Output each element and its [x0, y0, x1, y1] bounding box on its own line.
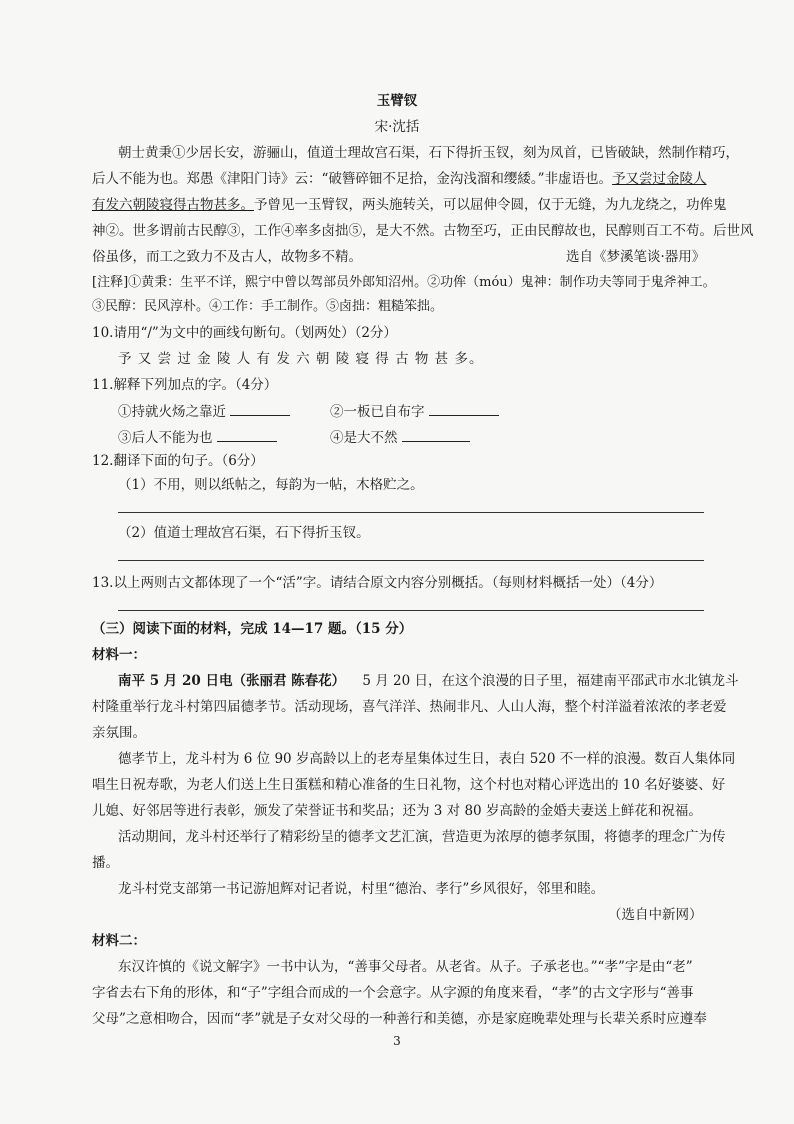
answer-line[interactable] [118, 560, 704, 561]
question-11-item: ④是大不然 [330, 428, 470, 447]
poem-notes: [注释]①黄秉：生平不详，熙宁中曾以驾部员外郎知沼州。②功侔（móu）鬼神：制作功夫等同于鬼斧神工。 [92, 275, 716, 290]
news-dateline: 南平 5 月 20 日电（张丽君 陈春花） [118, 673, 346, 689]
section-heading: （三）阅读下面的材料，完成 14—17 题。（15 分） [92, 621, 413, 637]
poem-line: 神②。世多谓前古民醇③，工作④率多卤拙⑤，是大不然。古物至巧，正由民醇故也，民醇则百工不苟。后世风 [92, 223, 754, 239]
material-line: 村隆重举行龙斗村第四届德孝节。活动现场，喜气洋洋、热闹非凡、人山人海，整个村洋溢着浓浓的孝老爱 [92, 699, 727, 715]
answer-line[interactable] [118, 610, 704, 611]
question-10: 10.请用“/”为文中的画线句断句。（划两处）（2分） [92, 325, 397, 341]
material-line: 儿媳、好邻居等进行表彰，颁发了荣誉证书和奖品；还为 3 对 80 岁高龄的金婚夫妻送上鲜花和祝福。 [92, 803, 702, 819]
material-source: （选自中新网） [608, 907, 703, 923]
material-line: 播。 [92, 855, 119, 871]
answer-blank[interactable] [402, 428, 470, 442]
material-line: 东汉许慎的《说文解字》一书中认为，“善事父母者。从老省。从子。子承老也。”“孝”字是由“老” [118, 959, 693, 975]
question-10-text: 予 又 尝 过 金 陵 人 有 发 六 朝 陵 寝 得 古 物 甚 多。 [118, 351, 484, 367]
material-line: 德孝节上，龙斗村为 6 位 90 岁高龄以上的老寿星集体过生日，表白 520 不一样的浪漫。数百人集体同 [118, 751, 736, 767]
question-12-item: （1）不用，则以纸帖之，每韵为一帖，木格贮之。 [118, 477, 424, 493]
question-12: 12.翻译下面的句子。（6分） [92, 453, 264, 469]
material-line: 父母”之意相吻合，因而“孝”就是子女对父母的一种善行和美德，亦是家庭晚辈处理与长辈关系时应遵奉 [92, 1011, 707, 1027]
poem-line: 俗虽侈，而工之致力不及古人，故物多不精。 [92, 249, 362, 265]
poem-author: 宋·沈括 [374, 119, 420, 135]
answer-blank[interactable] [429, 402, 499, 416]
question-11-item: ②一板已自布字 [330, 402, 499, 421]
poem-source: 选自《梦溪笔谈·器用》 [566, 249, 706, 265]
underlined-sentence: 予又尝过金陵人 [612, 171, 707, 187]
poem-title: 玉臂钗 [376, 93, 418, 109]
question-13: 13.以上两则古文都体现了一个“活”字。请结合原文内容分别概括。（每则材料概括一处）（4分） [92, 575, 663, 591]
answer-line[interactable] [118, 512, 704, 513]
answer-blank[interactable] [230, 402, 290, 416]
poem-notes: ③民醇：民风淳朴。④工作：手工制作。⑤卤拙：粗糙笨拙。 [92, 299, 444, 314]
material-line: 字省去右下角的形体，和“子”字组合而成的一个会意字。从字源的角度来看，“孝”的古文字形与“善事 [92, 985, 694, 1001]
question-11-item: ③后人不能为也 [118, 428, 277, 447]
question-11-item: ①持就火炀之靠近 [118, 402, 290, 421]
question-12-item: （2）值道士理故宫石渠，石下得折玉钗。 [118, 525, 370, 541]
material-line: 南平 5 月 20 日电（张丽君 陈春花） 5 月 20 日，在这个浪漫的日子里，福建南平邵武市水北镇龙斗 [118, 673, 739, 689]
poem-line: 有发六朝陵寝得古物甚多。予曾见一玉臂钗，两头施转关，可以屈伸令圆，仅于无缝，为九龙绕之，功侔鬼 [92, 197, 727, 213]
material-label: 材料一： [92, 647, 146, 663]
page-number: 3 [393, 1034, 401, 1048]
poem-line: 朝士黄秉①少居长安，游骊山，值道士理故宫石渠，石下得折玉钗，刻为凤首，已皆破缺，然制作精巧， [118, 145, 739, 161]
material-line: 唱生日祝寿歌，为老人们送上生日蛋糕和精心准备的生日礼物，这个村也对精心评选出的 10 名好婆婆、好 [92, 777, 726, 793]
question-11: 11.解释下列加点的字。（4分） [92, 377, 278, 393]
material-line: 亲氛围。 [92, 725, 146, 741]
material-line: 活动期间，龙斗村还举行了精彩纷呈的德孝文艺汇演，营造更为浓厚的德孝氛围，将德孝的理念广为传 [118, 829, 726, 845]
material-line: 龙斗村党支部第一书记游旭辉对记者说，村里“德治、孝行”乡风很好，邻里和睦。 [118, 881, 605, 897]
poem-line: 后人不能为也。郑愚《津阳门诗》云：“破簪碎钿不足拾，金沟浅溜和缨緌。”非虚语也。予又尝过金陵人 [92, 171, 707, 187]
material-label: 材料二： [92, 933, 146, 949]
underlined-sentence: 有发六朝陵寝得古物甚多。 [92, 197, 254, 213]
answer-blank[interactable] [217, 428, 277, 442]
